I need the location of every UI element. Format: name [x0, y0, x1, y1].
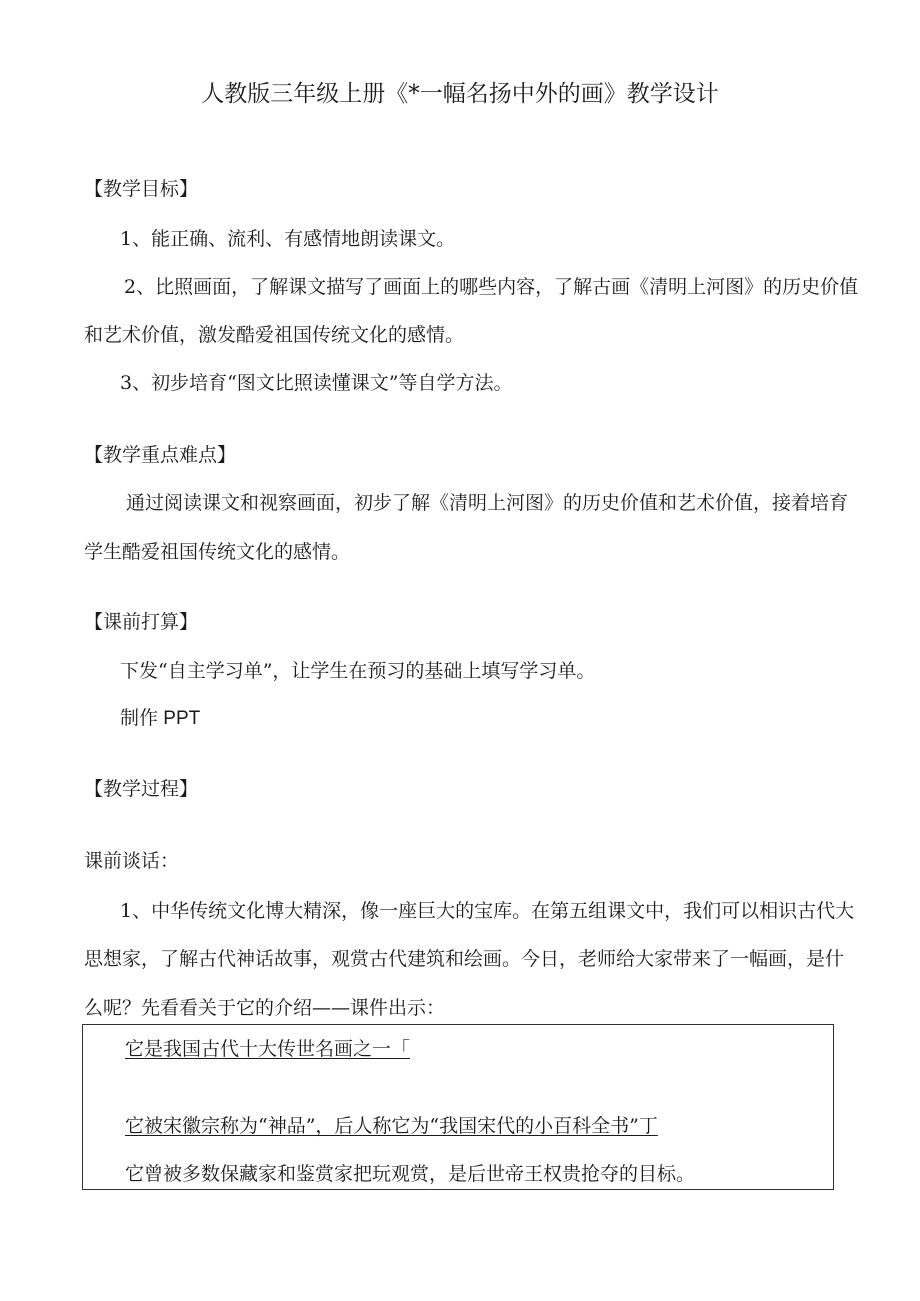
key-points-line-1: 通过阅读课文和视察画面，初步了解《清明上河图》的历史价值和艺术价值，接着培育: [126, 492, 849, 514]
talk-para-line-1: 1、中华传统文化博大精深，像一座巨大的宝库。在第五组课文中，我们可以相识古代大: [120, 900, 855, 922]
process-heading: 【教学过程】: [84, 778, 199, 800]
goal-item-1: 1、能正确、流利、有感情地朗读课文。: [120, 228, 456, 250]
talk-heading: 课前谈话：: [84, 850, 180, 872]
key-points-heading: 【教学重点难点】: [84, 444, 237, 466]
key-points-line-2: 学生酷爱祖国传统文化的感情。: [84, 541, 351, 563]
courseware-line-3: 它曾被多数保藏家和鉴赏家把玩观赏，是后世帝王权贵抢夺的目标。: [125, 1163, 696, 1185]
prep-line-1: 下发“自主学习单”，让学生在预习的基础上填写学习单。: [120, 660, 596, 682]
goal-item-2-line-2: 和艺术价值，激发酷爱祖国传统文化的感情。: [84, 324, 465, 346]
courseware-line-1: 它是我国古代十大传世名画之一「: [125, 1038, 411, 1060]
goal-item-2-line-1: 2、比照画面，了解课文描写了画面上的哪些内容，了解古画《清明上河图》的历史价值: [124, 276, 859, 298]
courseware-line-2: 它被宋徽宗称为“神品”，后人称它为“我国宋代的小百科全书”丁: [125, 1115, 658, 1137]
courseware-box: [82, 1024, 834, 1190]
document-title: 人教版三年级上册《*一幅名扬中外的画》教学设计: [201, 81, 719, 107]
talk-para-line-3: 么呢？先看看关于它的介绍——课件出示：: [84, 997, 446, 1019]
talk-para-line-2: 思想家，了解古代神话故事，观赏古代建筑和绘画。今日，老师给大家带来了一幅画，是什: [84, 948, 845, 970]
prep-heading: 【课前打算】: [84, 611, 199, 633]
prep-line-2: 制作 PPT: [120, 708, 201, 729]
goal-item-3: 3、初步培育“图文比照读懂课文”等自学方法。: [120, 372, 513, 394]
goals-heading: 【教学目标】: [84, 178, 199, 200]
